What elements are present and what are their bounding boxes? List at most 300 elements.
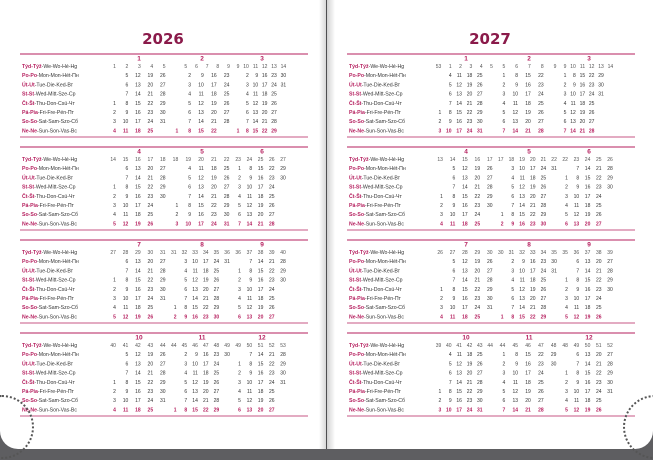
week-number: 45 [512, 343, 519, 349]
day-number: 20 [147, 166, 154, 173]
day-number: 8 [452, 286, 456, 293]
day-number: 28 [271, 119, 277, 126]
day-number: 3 [438, 407, 442, 414]
day-number: 2 [502, 361, 506, 368]
day-number: 20 [466, 370, 473, 377]
day-number: 27 [540, 193, 547, 200]
day-number: 27 [223, 110, 230, 116]
day-number: 8 [184, 407, 188, 414]
day-number: 16 [525, 82, 531, 89]
day-number: 22 [466, 110, 473, 116]
week-number: 42 [466, 343, 473, 349]
day-number: 15 [135, 379, 141, 386]
day-number: 30 [159, 193, 166, 200]
day-number: 28 [223, 119, 230, 126]
month-label: 2 [527, 55, 531, 63]
day-number: 1 [565, 175, 568, 182]
day-number: 14 [462, 184, 468, 191]
day-number: 24 [147, 203, 154, 209]
day-number: 25 [147, 407, 154, 414]
day-number: 6 [502, 398, 506, 405]
day-number: 7 [511, 305, 515, 312]
day-number: 19 [579, 110, 586, 116]
day-number: 26 [477, 82, 483, 89]
day-number: 15 [456, 389, 462, 395]
day-number: 4 [502, 100, 506, 107]
day-number: 20 [147, 82, 154, 89]
weekday-label: Út-Ut-Tue-Die-Ked-Вт [22, 268, 74, 275]
day-number: 26 [595, 314, 602, 321]
day-number: 24 [213, 259, 220, 266]
day-number: 4 [238, 296, 241, 302]
month-label: 5 [200, 148, 204, 156]
day-number: 27 [538, 119, 544, 126]
day-number: 31 [159, 398, 166, 405]
day-number: 12 [192, 277, 198, 284]
day-number: 9 [249, 175, 253, 182]
day-number: 11 [123, 128, 129, 135]
day-number: 19 [257, 203, 264, 209]
day-number: 11 [512, 379, 519, 386]
day-number: 17 [584, 296, 591, 302]
week-number: 16 [135, 157, 141, 163]
week-number: 5 [184, 64, 188, 70]
day-number: 22 [147, 277, 154, 284]
day-number: 30 [607, 286, 613, 293]
day-number: 25 [595, 203, 602, 209]
month-label: 8 [527, 241, 531, 249]
weekday-label: Pá-Pia-Fri-Fre-Pén-Пт [22, 296, 74, 302]
day-number: 29 [486, 193, 493, 200]
day-number: 5 [113, 221, 116, 228]
day-number: 16 [579, 82, 586, 89]
weekday-label: Čt-Št-Thu-Don-Csü-Чт [349, 193, 402, 200]
day-number: 17 [135, 296, 141, 302]
day-number: 26 [538, 110, 544, 116]
week-number: 41 [122, 343, 129, 349]
day-number: 16 [462, 203, 468, 209]
day-number: 23 [268, 277, 275, 284]
day-number: 19 [202, 379, 209, 386]
day-number: 10 [198, 82, 204, 89]
week-number: 28 [122, 250, 129, 256]
day-number: 26 [213, 277, 220, 284]
day-number: 5 [448, 361, 452, 368]
week-number: 33 [529, 250, 536, 256]
day-number: 25 [213, 370, 220, 377]
day-number: 8 [125, 184, 129, 191]
day-number: 2 [173, 314, 177, 321]
day-number: 1 [175, 128, 179, 135]
week-number: 27 [280, 157, 286, 163]
day-number: 17 [456, 407, 462, 414]
day-number: 14 [198, 119, 204, 126]
day-number: 4 [246, 91, 249, 98]
day-number: 14 [512, 128, 519, 135]
day-number: 19 [147, 73, 154, 80]
day-number: 10 [519, 268, 525, 275]
day-number: 8 [576, 370, 580, 377]
day-number: 26 [223, 175, 230, 182]
week-number: 36 [224, 250, 230, 256]
day-number: 11 [573, 203, 580, 209]
day-number: 18 [135, 212, 141, 219]
day-number: 7 [125, 370, 129, 377]
day-number: 17 [529, 166, 536, 173]
day-number: 9 [576, 286, 580, 293]
day-number: 14 [519, 203, 525, 209]
day-number: 3 [502, 370, 506, 377]
day-number: 29 [159, 100, 166, 107]
day-number: 15 [519, 314, 525, 321]
week-number: 32 [181, 250, 188, 256]
weekday-label: So-So-Sat-Sam-Szo-Сб [349, 305, 406, 312]
day-number: 12 [573, 314, 580, 321]
day-number: 10 [192, 259, 198, 266]
day-number: 14 [519, 305, 525, 312]
day-number: 28 [477, 379, 483, 386]
day-number: 23 [147, 286, 154, 293]
day-number: 11 [456, 352, 462, 359]
day-number: 25 [595, 305, 602, 312]
day-number: 22 [202, 305, 209, 312]
week-number: 52 [607, 343, 613, 349]
day-number: 13 [135, 259, 141, 266]
day-number: 25 [271, 91, 277, 98]
day-number: 20 [529, 193, 536, 200]
weekday-label: Ne-Ne-Sun-Son-Vas-Вс [22, 407, 77, 414]
day-number: 30 [486, 296, 493, 302]
day-number: 3 [113, 203, 116, 209]
day-number: 6 [502, 119, 506, 126]
day-number: 7 [448, 379, 452, 386]
day-number: 27 [271, 110, 277, 116]
day-number: 15 [579, 73, 586, 80]
week-number: 38 [257, 250, 264, 256]
month-label: 1 [137, 55, 141, 63]
day-number: 15 [519, 212, 525, 219]
day-number: 12 [456, 82, 462, 89]
weekday-label: Pá-Pia-Fri-Fre-Pén-Пт [349, 389, 401, 395]
day-number: 22 [529, 314, 536, 321]
day-number: 23 [211, 212, 217, 219]
day-number: 19 [211, 100, 217, 107]
day-number: 8 [246, 128, 249, 135]
day-number: 25 [147, 212, 154, 219]
week-number: 9 [227, 64, 230, 70]
day-number: 22 [202, 407, 209, 414]
day-number: 14 [246, 221, 253, 228]
day-number: 5 [563, 110, 567, 116]
day-number: 24 [588, 91, 595, 98]
day-number: 30 [159, 286, 166, 293]
day-number: 6 [188, 110, 192, 116]
week-number: 14 [110, 157, 116, 163]
day-number: 3 [565, 193, 568, 200]
day-number: 13 [135, 82, 141, 89]
week-number: 22 [562, 157, 568, 163]
day-number: 17 [135, 203, 141, 209]
day-number: 25 [538, 379, 544, 386]
day-number: 10 [246, 286, 253, 293]
day-number: 25 [474, 221, 481, 228]
day-number: 21 [466, 100, 473, 107]
day-number: 31 [477, 128, 483, 135]
day-number: 12 [246, 203, 253, 209]
day-number: 13 [512, 119, 519, 126]
day-number: 17 [202, 259, 209, 266]
day-number: 27 [268, 212, 275, 219]
week-number: 11 [252, 64, 259, 70]
day-number: 16 [198, 212, 204, 219]
day-number: 9 [125, 110, 129, 116]
day-number: 4 [511, 277, 515, 284]
day-number: 31 [280, 379, 286, 386]
day-number: 9 [195, 352, 198, 359]
day-number: 31 [280, 82, 287, 89]
day-number: 21 [474, 184, 481, 191]
day-number: 6 [452, 175, 456, 182]
day-number: 12 [462, 259, 468, 266]
day-number: 13 [584, 352, 591, 359]
day-number: 26 [271, 100, 277, 107]
weekday-label: St-St-Wed-Mitt-Sze-Ср [349, 277, 403, 284]
day-number: 29 [607, 175, 613, 182]
day-number: 7 [188, 119, 192, 126]
week-number: 38 [595, 250, 602, 256]
day-number: 24 [474, 212, 481, 219]
day-number: 20 [466, 91, 473, 98]
weekday-label: Ne-Ne-Sun-Son-Vas-Вс [349, 407, 404, 414]
day-number: 24 [538, 91, 544, 98]
day-number: 11 [252, 91, 259, 98]
day-number: 20 [257, 314, 264, 321]
day-number: 26 [588, 110, 595, 116]
day-number: 17 [135, 119, 141, 126]
week-number: 31 [508, 250, 515, 256]
day-number: 3 [511, 166, 515, 173]
day-number: 13 [135, 166, 141, 173]
week-number: 15 [462, 157, 468, 163]
week-number: 9 [553, 64, 557, 70]
week-number: 7 [528, 64, 531, 70]
day-number: 20 [261, 110, 268, 116]
day-number: 2 [500, 221, 504, 228]
day-number: 29 [159, 277, 166, 284]
day-number: 21 [595, 361, 602, 368]
day-number: 28 [540, 203, 547, 209]
day-number: 8 [188, 128, 192, 135]
week-number: 10 [570, 64, 576, 70]
day-number: 17 [211, 82, 217, 89]
day-number: 21 [147, 91, 154, 98]
weekday-label: Pá-Pia-Fri-Fre-Pén-Пт [22, 203, 74, 209]
day-number: 9 [452, 296, 456, 302]
day-number: 17 [198, 221, 204, 228]
day-number: 12 [519, 184, 525, 191]
day-number: 18 [202, 370, 209, 377]
day-number: 18 [584, 203, 591, 209]
day-number: 28 [538, 407, 544, 414]
week-number: 23 [573, 157, 580, 163]
weekday-label: St-St-Wed-Mitt-Sze-Ср [22, 277, 76, 284]
weekday-label: Po-Po-Mon-Mon-Hét-Пн [349, 259, 406, 266]
weekday-label: Pá-Pia-Fri-Fre-Pén-Пт [22, 110, 74, 116]
day-number: 31 [159, 119, 166, 126]
day-number: 10 [573, 296, 580, 302]
day-number: 24 [595, 193, 602, 200]
day-number: 27 [486, 175, 493, 182]
day-number: 21 [268, 259, 275, 266]
day-number: 11 [573, 305, 580, 312]
day-number: 7 [125, 175, 129, 182]
week-number: 5 [502, 64, 506, 70]
day-number: 16 [257, 370, 264, 377]
day-number: 6 [448, 370, 452, 377]
day-number: 17 [525, 91, 531, 98]
day-number: 3 [113, 296, 116, 302]
day-number: 22 [211, 128, 217, 135]
day-number: 25 [595, 398, 602, 405]
weekday-label: Út-Ut-Tue-Die-Ked-Вт [349, 361, 401, 368]
day-number: 28 [159, 370, 166, 377]
day-number: 7 [452, 184, 456, 191]
day-number: 2 [438, 398, 442, 405]
day-number: 28 [538, 128, 544, 135]
weekday-label: Pá-Pia-Fri-Fre-Pén-Пт [349, 203, 401, 209]
day-number: 1 [440, 193, 443, 200]
day-number: 16 [192, 314, 198, 321]
day-number: 4 [188, 166, 192, 173]
day-number: 18 [257, 389, 264, 395]
day-number: 17 [257, 379, 264, 386]
weekday-label: Po-Po-Mon-Mon-Hét-Пн [349, 352, 406, 359]
day-number: 15 [257, 361, 264, 368]
month-label: 6 [260, 148, 264, 156]
day-number: 12 [462, 166, 468, 173]
day-number: 2 [188, 73, 192, 80]
weekday-label: Ne-Ne-Sun-Son-Vas-Вс [349, 314, 404, 321]
day-number: 30 [477, 398, 483, 405]
day-number: 17 [584, 389, 591, 395]
day-number: 19 [257, 398, 264, 405]
day-number: 21 [595, 166, 602, 173]
day-number: 11 [519, 277, 525, 284]
week-number: 33 [192, 250, 198, 256]
day-number: 23 [466, 119, 473, 126]
weekday-label: Po-Po-Mon-Mon-Hét-Пн [22, 352, 79, 359]
day-number: 16 [135, 286, 141, 293]
day-number: 22 [538, 73, 544, 80]
day-number: 7 [563, 128, 567, 135]
week-number: 29 [135, 250, 141, 256]
month-label: 11 [198, 334, 206, 342]
day-number: 3 [438, 128, 442, 135]
weekday-label: St-St-Wed-Mitt-Sze-Ср [349, 184, 403, 191]
day-number: 2 [565, 286, 568, 293]
day-number: 18 [462, 221, 468, 228]
day-number: 9 [576, 184, 580, 191]
day-number: 10 [185, 221, 192, 228]
week-number: 10 [243, 64, 249, 70]
day-number: 27 [223, 184, 230, 191]
weekday-label: Čt-Št-Thu-Don-Csü-Чт [349, 100, 402, 107]
day-number: 24 [211, 221, 217, 228]
day-number: 21 [202, 296, 209, 302]
weekday-label: Ne-Ne-Sun-Son-Vas-Вс [349, 128, 404, 135]
day-number: 5 [188, 100, 192, 107]
day-number: 11 [450, 221, 456, 228]
day-number: 7 [576, 268, 580, 275]
day-number: 24 [271, 82, 277, 89]
month-label: 4 [137, 148, 141, 156]
day-number: 15 [192, 305, 198, 312]
day-number: 19 [135, 221, 141, 228]
day-number: 28 [607, 268, 613, 275]
weekday-label: Ne-Ne-Sun-Son-Vas-Вс [349, 221, 404, 228]
day-number: 12 [246, 398, 253, 405]
week-number: 44 [487, 343, 493, 349]
day-number: 20 [147, 259, 154, 266]
day-number: 9 [522, 259, 525, 266]
day-number: 2 [511, 259, 515, 266]
day-number: 28 [280, 352, 286, 359]
day-number: 5 [246, 100, 249, 107]
day-number: 7 [125, 268, 129, 275]
day-number: 9 [576, 379, 580, 386]
day-number: 26 [477, 361, 483, 368]
day-number: 11 [192, 370, 198, 377]
day-number: 29 [540, 314, 547, 321]
week-number: 35 [551, 250, 557, 256]
day-number: 7 [502, 128, 506, 135]
day-number: 3 [502, 91, 506, 98]
day-number: 14 [135, 370, 141, 377]
weekday-label: Po-Po-Mon-Mon-Hét-Пн [349, 73, 406, 80]
day-number: 20 [257, 407, 264, 414]
week-number: 11 [579, 64, 586, 70]
day-number: 2 [238, 370, 241, 377]
day-number: 19 [147, 352, 154, 359]
week-number: 46 [525, 343, 531, 349]
day-number: 20 [257, 212, 264, 219]
day-number: 4 [238, 193, 241, 200]
day-number: 14 [192, 398, 198, 405]
weekday-label: Po-Po-Mon-Mon-Hét-Пн [349, 166, 406, 173]
calendar-grid-2026 [0, 0, 326, 449]
day-number: 30 [280, 370, 286, 377]
week-number: 21 [540, 157, 547, 163]
day-number: 9 [125, 193, 129, 200]
day-number: 22 [474, 286, 481, 293]
day-number: 7 [576, 166, 580, 173]
day-number: 22 [595, 277, 602, 284]
day-number: 27 [213, 389, 220, 395]
day-number: 30 [213, 314, 220, 321]
week-number: 35 [213, 250, 220, 256]
day-number: 9 [201, 73, 204, 80]
day-number: 5 [188, 175, 192, 182]
weekday-label: Týd-Týž-We-Wo-Hé-Hg [349, 250, 405, 256]
day-number: 24 [147, 119, 154, 126]
weekday-label: So-So-Sat-Sam-Szo-Сб [22, 305, 79, 312]
day-number: 4 [238, 389, 241, 395]
day-number: 12 [198, 100, 204, 107]
day-number: 29 [607, 370, 613, 377]
day-number: 5 [113, 314, 116, 321]
week-number: 5 [162, 64, 166, 70]
day-number: 5 [511, 286, 515, 293]
